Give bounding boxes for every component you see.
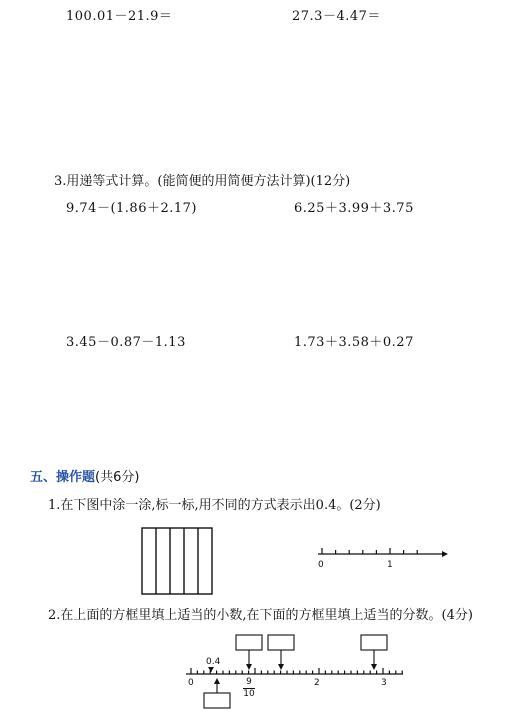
answer-box-lower-1[interactable] — [204, 693, 230, 708]
s5-q1-text: 1.在下图中涂一涂,标一标,用不同的方式表示出0.4。(2分) — [48, 498, 381, 513]
q2-label-2: 2 — [314, 678, 320, 688]
q3-item-4: 1.73＋3.58＋0.27 — [294, 335, 414, 350]
q2-upper-boxes — [236, 635, 387, 670]
problem-100.01-21.9: 100.01－21.9＝ — [66, 9, 173, 24]
q2-label-3: 3 — [381, 678, 387, 688]
q3-item-3: 3.45－0.87－1.13 — [66, 335, 186, 350]
q1-number-line — [318, 548, 448, 557]
fraction-numerator: 9 — [246, 677, 252, 687]
q3-item-2: 6.25＋3.99＋3.75 — [294, 201, 414, 216]
problem-27.3-4.47: 27.3－4.47＝ — [292, 9, 381, 24]
section5-title-suffix: (共6分) — [95, 470, 140, 485]
answer-box-upper-2[interactable] — [268, 635, 294, 650]
answer-box-upper-3[interactable] — [361, 635, 387, 650]
section5-title-prefix: 五、 — [30, 470, 57, 485]
q2-given-fraction — [243, 678, 255, 699]
fraction-denominator: 10 — [243, 689, 255, 699]
q2-label-0: 0 — [188, 678, 194, 688]
q2-number-line — [186, 668, 403, 674]
q1-label-1: 1 — [387, 560, 393, 570]
strip-rectangle — [142, 528, 212, 594]
answer-box-upper-1[interactable] — [236, 635, 262, 650]
q1-label-0: 0 — [318, 560, 324, 570]
section5-title-main: 操作题 — [56, 470, 96, 485]
s5-q2-text: 2.在上面的方框里填上适当的小数,在下面的方框里填上适当的分数。(4分) — [48, 608, 473, 623]
q2-given-decimal: 0.4 — [206, 657, 221, 667]
q3-item-1: 9.74－(1.86＋2.17) — [66, 201, 197, 216]
q3-title: 3.用递等式计算。(能简便的用简便方法计算)(12分) — [54, 174, 351, 189]
